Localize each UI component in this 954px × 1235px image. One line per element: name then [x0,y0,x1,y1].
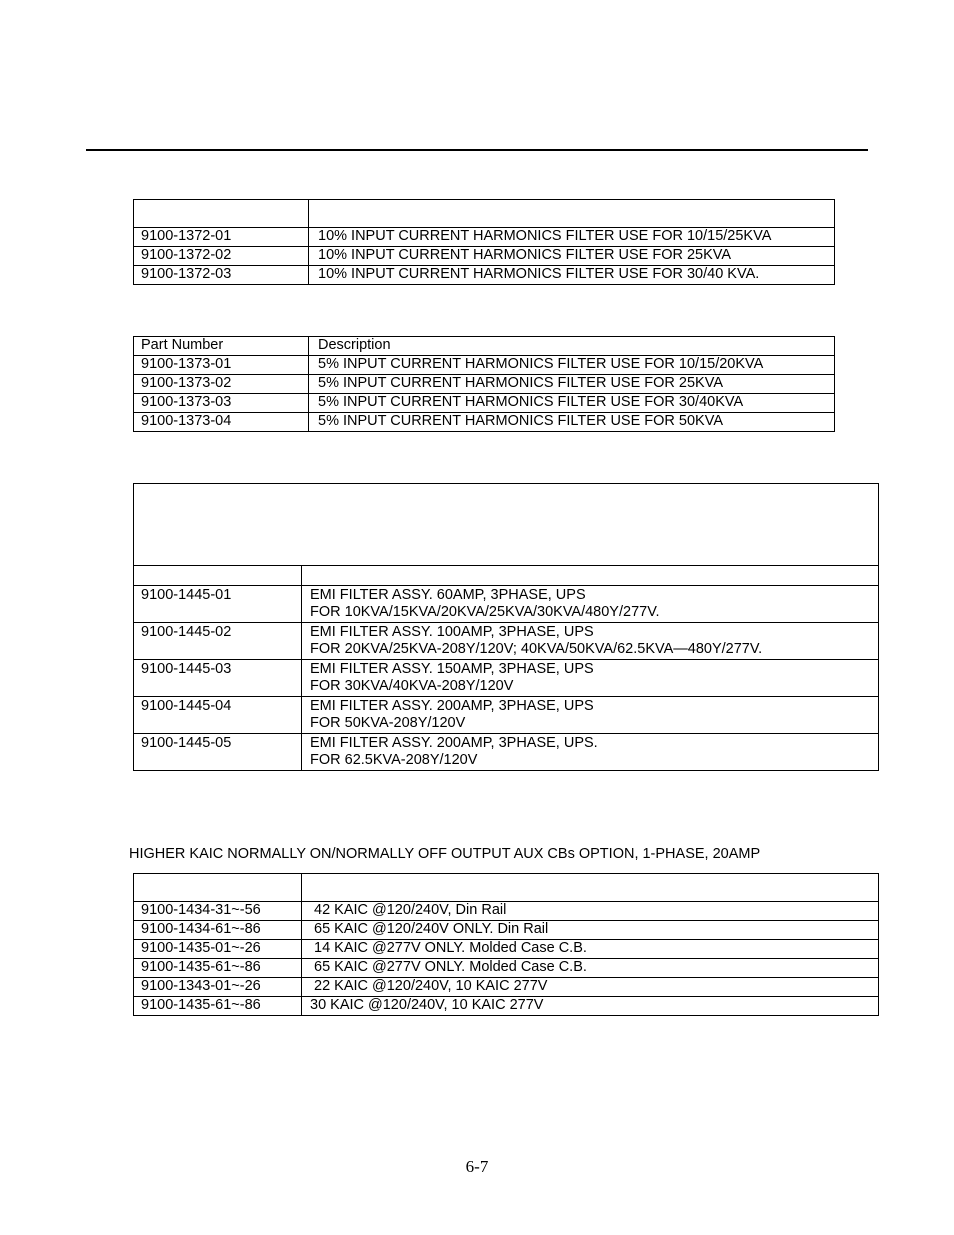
table-row [134,997,879,1016]
part-number-cell: 9100-1373-01 [134,356,309,375]
column-header-description [302,566,879,586]
table-row [134,375,835,394]
part-number-cell: 9100-1445-03 [134,660,302,697]
aux-circuit-breaker-table [133,873,879,1016]
table-title-row [134,484,879,566]
header-rule [86,149,868,151]
part-number-cell: 9100-1435-61~-86 [134,959,302,978]
column-header-part [134,874,302,902]
table-row [134,978,879,997]
description-line-1: EMI FILTER ASSY. 60AMP, 3PHASE, UPS [310,587,586,603]
table-header-row [134,566,879,586]
description-cell: 10% INPUT CURRENT HARMONICS FILTER USE FOR 10/15/25KVA [309,228,835,247]
description-cell: 5% INPUT CURRENT HARMONICS FILTER USE FOR 25KVA [309,375,835,394]
part-number-cell: 9100-1435-61~-86 [134,997,302,1016]
description-cell: 65 KAIC @120/240V ONLY. Din Rail [302,921,879,940]
description-line-2: FOR 10KVA/15KVA/20KVA/25KVA/30KVA/480Y/277V. [310,604,660,620]
column-header-part: Part Number [134,337,309,356]
description-cell: 5% INPUT CURRENT HARMONICS FILTER USE FOR 50KVA [309,413,835,432]
column-header-part [134,566,302,586]
description-cell: 10% INPUT CURRENT HARMONICS FILTER USE FOR 25KVA [309,247,835,266]
emi-filter-table [133,483,879,771]
table-title-cell [134,484,879,566]
part-number-cell: 9100-1372-03 [134,266,309,285]
table-row [134,356,835,375]
description-line-2: FOR 30KVA/40KVA-208Y/120V [310,678,514,694]
description-cell: 65 KAIC @277V ONLY. Molded Case C.B. [302,959,879,978]
description-cell [302,623,879,660]
description-cell: 30 KAIC @120/240V, 10 KAIC 277V [302,997,879,1016]
part-number-cell: 9100-1445-02 [134,623,302,660]
part-number-cell: 9100-1373-03 [134,394,309,413]
part-number-cell: 9100-1434-31~-56 [134,902,302,921]
description-cell: 42 KAIC @120/240V, Din Rail [302,902,879,921]
part-number-cell: 9100-1445-01 [134,586,302,623]
description-cell [302,586,879,623]
table-row [134,959,879,978]
description-cell: 5% INPUT CURRENT HARMONICS FILTER USE FOR 30/40KVA [309,394,835,413]
part-number-cell: 9100-1373-02 [134,375,309,394]
table-row [134,697,879,734]
description-cell [302,734,879,771]
column-header-description [309,200,835,228]
column-header-description: Description [309,337,835,356]
description-line-1: EMI FILTER ASSY. 150AMP, 3PHASE, UPS [310,661,594,677]
column-header-part [134,200,309,228]
part-number-cell: 9100-1372-02 [134,247,309,266]
description-cell [302,660,879,697]
table-row [134,660,879,697]
column-header-description [302,874,879,902]
description-cell: 22 KAIC @120/240V, 10 KAIC 277V [302,978,879,997]
table-row [134,623,879,660]
table-row [134,228,835,247]
description-line-2: FOR 50KVA-208Y/120V [310,715,466,731]
description-line-1: EMI FILTER ASSY. 100AMP, 3PHASE, UPS [310,624,594,640]
harmonics-filter-10pct-table [133,199,835,285]
table-row [134,394,835,413]
description-line-1: EMI FILTER ASSY. 200AMP, 3PHASE, UPS. [310,735,598,751]
table-row [134,266,835,285]
description-line-1: EMI FILTER ASSY. 200AMP, 3PHASE, UPS [310,698,594,714]
table-row [134,586,879,623]
page-number: 6-7 [465,1157,489,1176]
part-number-cell: 9100-1372-01 [134,228,309,247]
description-cell [302,697,879,734]
part-number-cell: 9100-1373-04 [134,413,309,432]
table-header-row [134,337,835,356]
table-row [134,734,879,771]
description-cell: 5% INPUT CURRENT HARMONICS FILTER USE FOR 10/15/20KVA [309,356,835,375]
part-number-cell: 9100-1434-61~-86 [134,921,302,940]
table-header-row [134,200,835,228]
table-row [134,921,879,940]
table-row [134,902,879,921]
part-number-cell: 9100-1435-01~-26 [134,940,302,959]
harmonics-filter-5pct-table [133,336,835,432]
part-number-cell: 9100-1343-01~-26 [134,978,302,997]
table-row [134,247,835,266]
aux-cb-option-caption: HIGHER KAIC NORMALLY ON/NORMALLY OFF OUTPUT AUX CBs OPTION, 1-PHASE, 20AMP [129,846,761,862]
part-number-cell: 9100-1445-04 [134,697,302,734]
description-cell: 14 KAIC @277V ONLY. Molded Case C.B. [302,940,879,959]
table-row [134,940,879,959]
table-header-row [134,874,879,902]
table-row [134,413,835,432]
description-line-2: FOR 20KVA/25KVA-208Y/120V; 40KVA/50KVA/62.5KVA—480Y/277V. [310,641,763,657]
description-cell: 10% INPUT CURRENT HARMONICS FILTER USE FOR 30/40 KVA. [309,266,835,285]
description-line-2: FOR 62.5KVA-208Y/120V [310,752,478,768]
part-number-cell: 9100-1445-05 [134,734,302,771]
